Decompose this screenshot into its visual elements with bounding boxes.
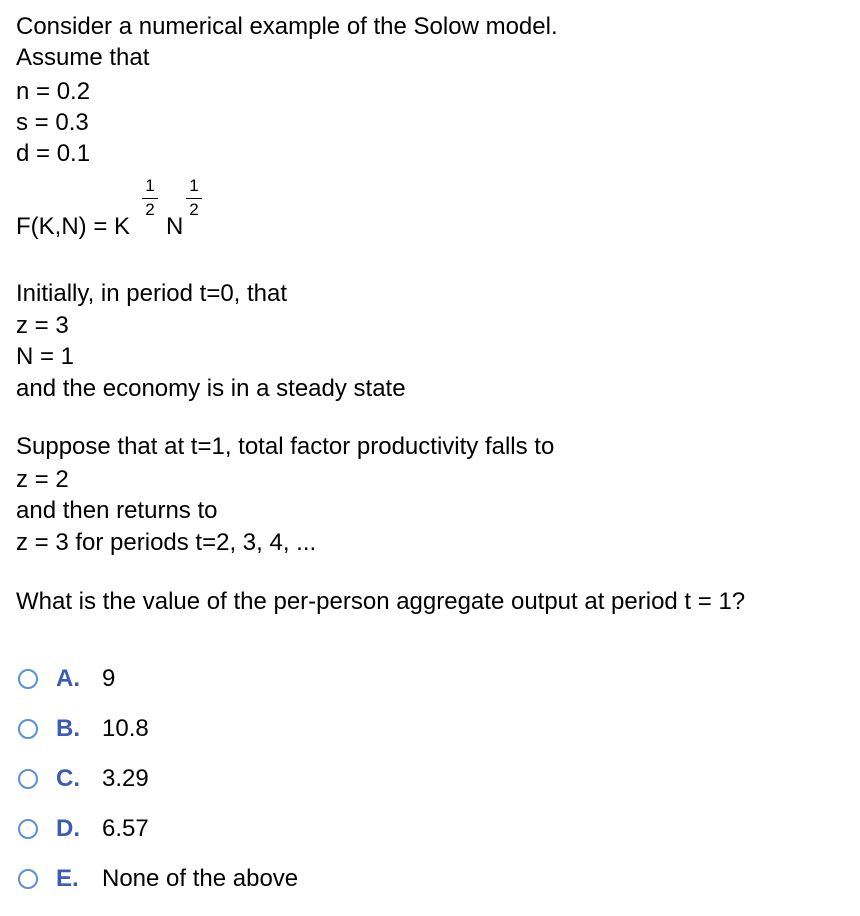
n-exponent-denominator: 2: [189, 200, 199, 219]
option-letter: E.: [56, 865, 79, 892]
option-c[interactable]: [18, 762, 149, 796]
shock-heading: Suppose that at t=1, total factor productivity falls to: [16, 433, 555, 460]
n-exponent-numerator: 1: [189, 176, 199, 195]
option-e[interactable]: [18, 862, 298, 896]
option-letter: C.: [56, 765, 80, 792]
option-letter: D.: [56, 815, 80, 842]
k-exponent-numerator: 1: [145, 176, 155, 195]
k-exponent-denominator: 2: [145, 200, 155, 219]
steady-state-text: and the economy is in a steady state: [16, 375, 406, 402]
radio-icon[interactable]: [18, 869, 38, 889]
option-text: None of the above: [102, 865, 299, 892]
assume-label: Assume that: [16, 44, 150, 71]
question-prompt: What is the value of the per-person aggregate output at period t = 1?: [16, 588, 746, 615]
param-n: n = 0.2: [16, 78, 91, 105]
option-d[interactable]: [18, 812, 149, 846]
option-letter: B.: [56, 715, 80, 742]
initial-n: N = 1: [16, 343, 75, 370]
option-text: 10.8: [102, 715, 149, 742]
option-letter: A.: [56, 665, 80, 692]
returns-text: and then returns to: [16, 497, 218, 524]
radio-icon[interactable]: [18, 669, 38, 689]
shock-z: z = 2: [16, 466, 69, 493]
formula-n: N: [166, 213, 184, 240]
radio-icon[interactable]: [18, 819, 38, 839]
param-s: s = 0.3: [16, 109, 89, 136]
radio-icon[interactable]: [18, 769, 38, 789]
initial-heading: Initially, in period t=0, that: [16, 280, 288, 307]
option-text: 9: [102, 665, 116, 692]
initial-z: z = 3: [16, 312, 69, 339]
option-text: 3.29: [102, 765, 149, 792]
production-function: [16, 170, 276, 250]
after-z: z = 3 for periods t=2, 3, 4, ...: [16, 529, 317, 556]
radio-icon[interactable]: [18, 719, 38, 739]
formula-lhs: F(K,N) = K: [16, 213, 131, 240]
option-a[interactable]: [18, 662, 115, 696]
param-d: d = 0.1: [16, 140, 91, 167]
question-intro: Consider a numerical example of the Solow model.: [16, 13, 558, 40]
k-exponent: [140, 176, 160, 220]
option-text: 6.57: [102, 815, 149, 842]
n-exponent: [184, 176, 204, 220]
option-b[interactable]: [18, 712, 149, 746]
